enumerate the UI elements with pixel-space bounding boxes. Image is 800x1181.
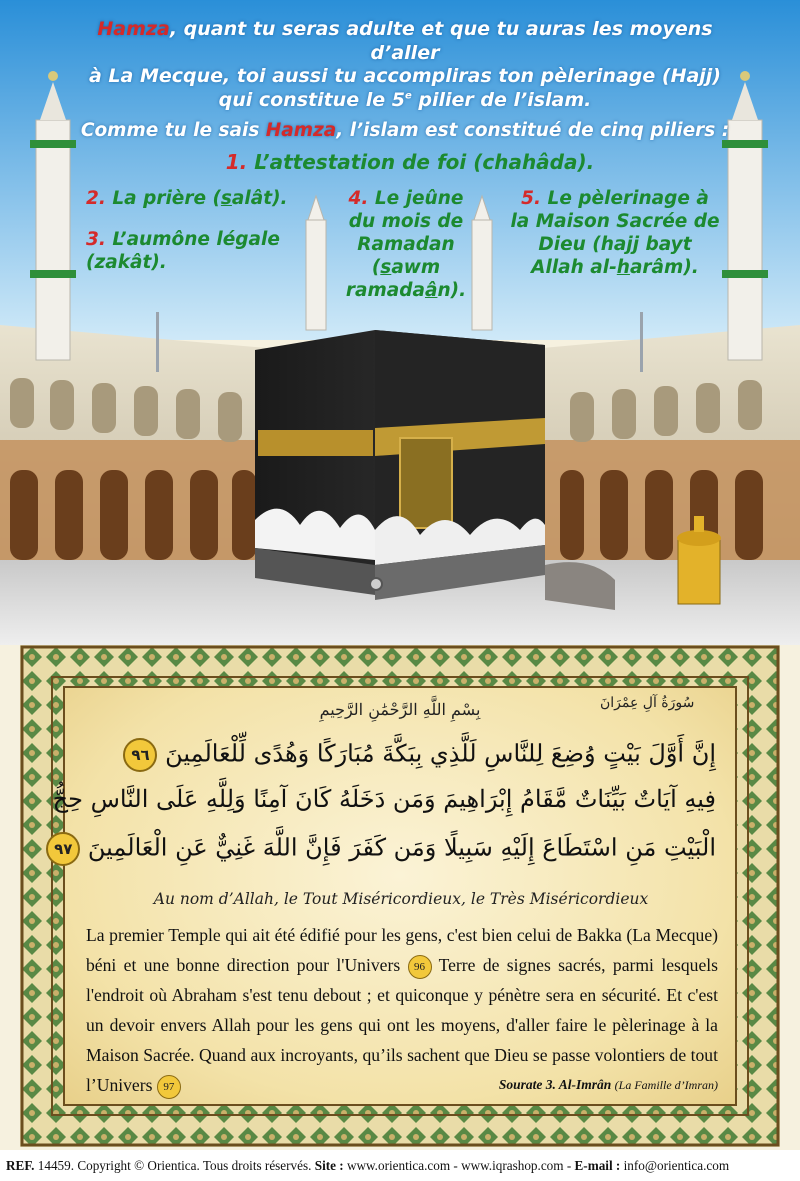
website-links: www.orientica.com - www.iqrashop.com -: [343, 1158, 575, 1173]
arabic-verse-line-3: الْبَيْتِ مَنِ اسْتَطَاعَ إِلَيْهِ سَبِيلًا وَمَن كَفَرَ فَإِنَّ اللَّهَ غَنِيٌّ عَنِ الْعَالَمِينَ ٩٧: [86, 832, 716, 866]
kaaba: [255, 330, 545, 600]
pillar-1: 1. L’attestation de foi (chahâda).: [225, 150, 595, 174]
email-address: info@orientica.com: [620, 1158, 730, 1173]
verse-number-97: 97: [157, 1075, 181, 1099]
verse-number-96: 96: [408, 955, 432, 979]
pillar-4: 4. Le jeûne du mois de Ramadan (sawm ramadaân).: [345, 188, 467, 301]
surah-name: سُورَةُ آلِ عِمْرَانَ: [600, 695, 695, 711]
pillar-3: 3. L’aumône légale (zakât).: [86, 229, 280, 273]
arabic-verse-line-2: فِيهِ آيَاتٌ بَيِّنَاتٌ مَّقَامُ إِبْرَاهِيمَ وَمَن دَخَلَهُ كَانَ آمِنًا وَلِلَّهِ عَلَى النَّاسِ حِجُّ: [52, 785, 716, 813]
pillar-2: 2. La prière (salât).: [86, 188, 288, 209]
arabic-verse-line-1: إِنَّ أَوَّلَ بَيْتٍ وُضِعَ لِلنَّاسِ لَلَّذِي بِبَكَّةَ مُبَارَكًا وَهُدًى لِّلْعَالَمِينَ ٩٦: [86, 738, 716, 772]
pillar-5: 5. Le pèlerinage à la Maison Sacrée de Dieu (hajj bayt Allah al-harâm).: [510, 188, 720, 278]
translation-title: Au nom d’Allah, le Tout Miséricordieux, le Très Miséricordieux: [153, 890, 649, 908]
pillars-intro: Comme tu le sais Hamza, l’islam est constitué de cinq piliers :: [80, 120, 730, 141]
child-name: Hamza: [97, 18, 170, 40]
intro-text: Hamza, quant tu seras adulte et que tu auras les moyens d’aller à La Mecque, toi aussi tu accompliras ton pèlerinage (Hajj) qui constitue le 5e pilier de l’islam.: [88, 18, 721, 111]
copyright-footer: REF. 14459. Copyright © Orientica. Tous droits réservés. Site : www.orientica.com - www.iqrashop.com - E-mail : info@orientica.com: [0, 1150, 800, 1181]
verse-number-97: ٩٧: [46, 832, 80, 866]
translation-text: La premier Temple qui ait été édifié pour les gens, c'est bien celui de Bakka (La Mecque) béni et une bonne direction pour l'Univers 96 Terre de signes sacrés, parmi lesquels l'endroit où Abraham s'est tenu debout ; et quiconque y pénètre sera en sécurité. Et c'est un devoir envers Allah pour les gens qui ont les moyens, d'aller faire le pèlerinage à la Maison Sacrée. Quand aux incroyants, qu’ils sachent que Dieu se passe volontiers de tout l’Univers 97 Sourate 3. Al-Imrân (La Famille d’Imran): [86, 920, 718, 1100]
child-name: Hamza: [265, 120, 337, 141]
verse-number-96: ٩٦: [123, 738, 157, 772]
basmala: بِسْمِ اللَّهِ الرَّحْمَٰنِ الرَّحِيمِ: [319, 700, 481, 719]
surah-reference: Sourate 3. Al-Imrân (La Famille d’Imran): [498, 1077, 718, 1092]
